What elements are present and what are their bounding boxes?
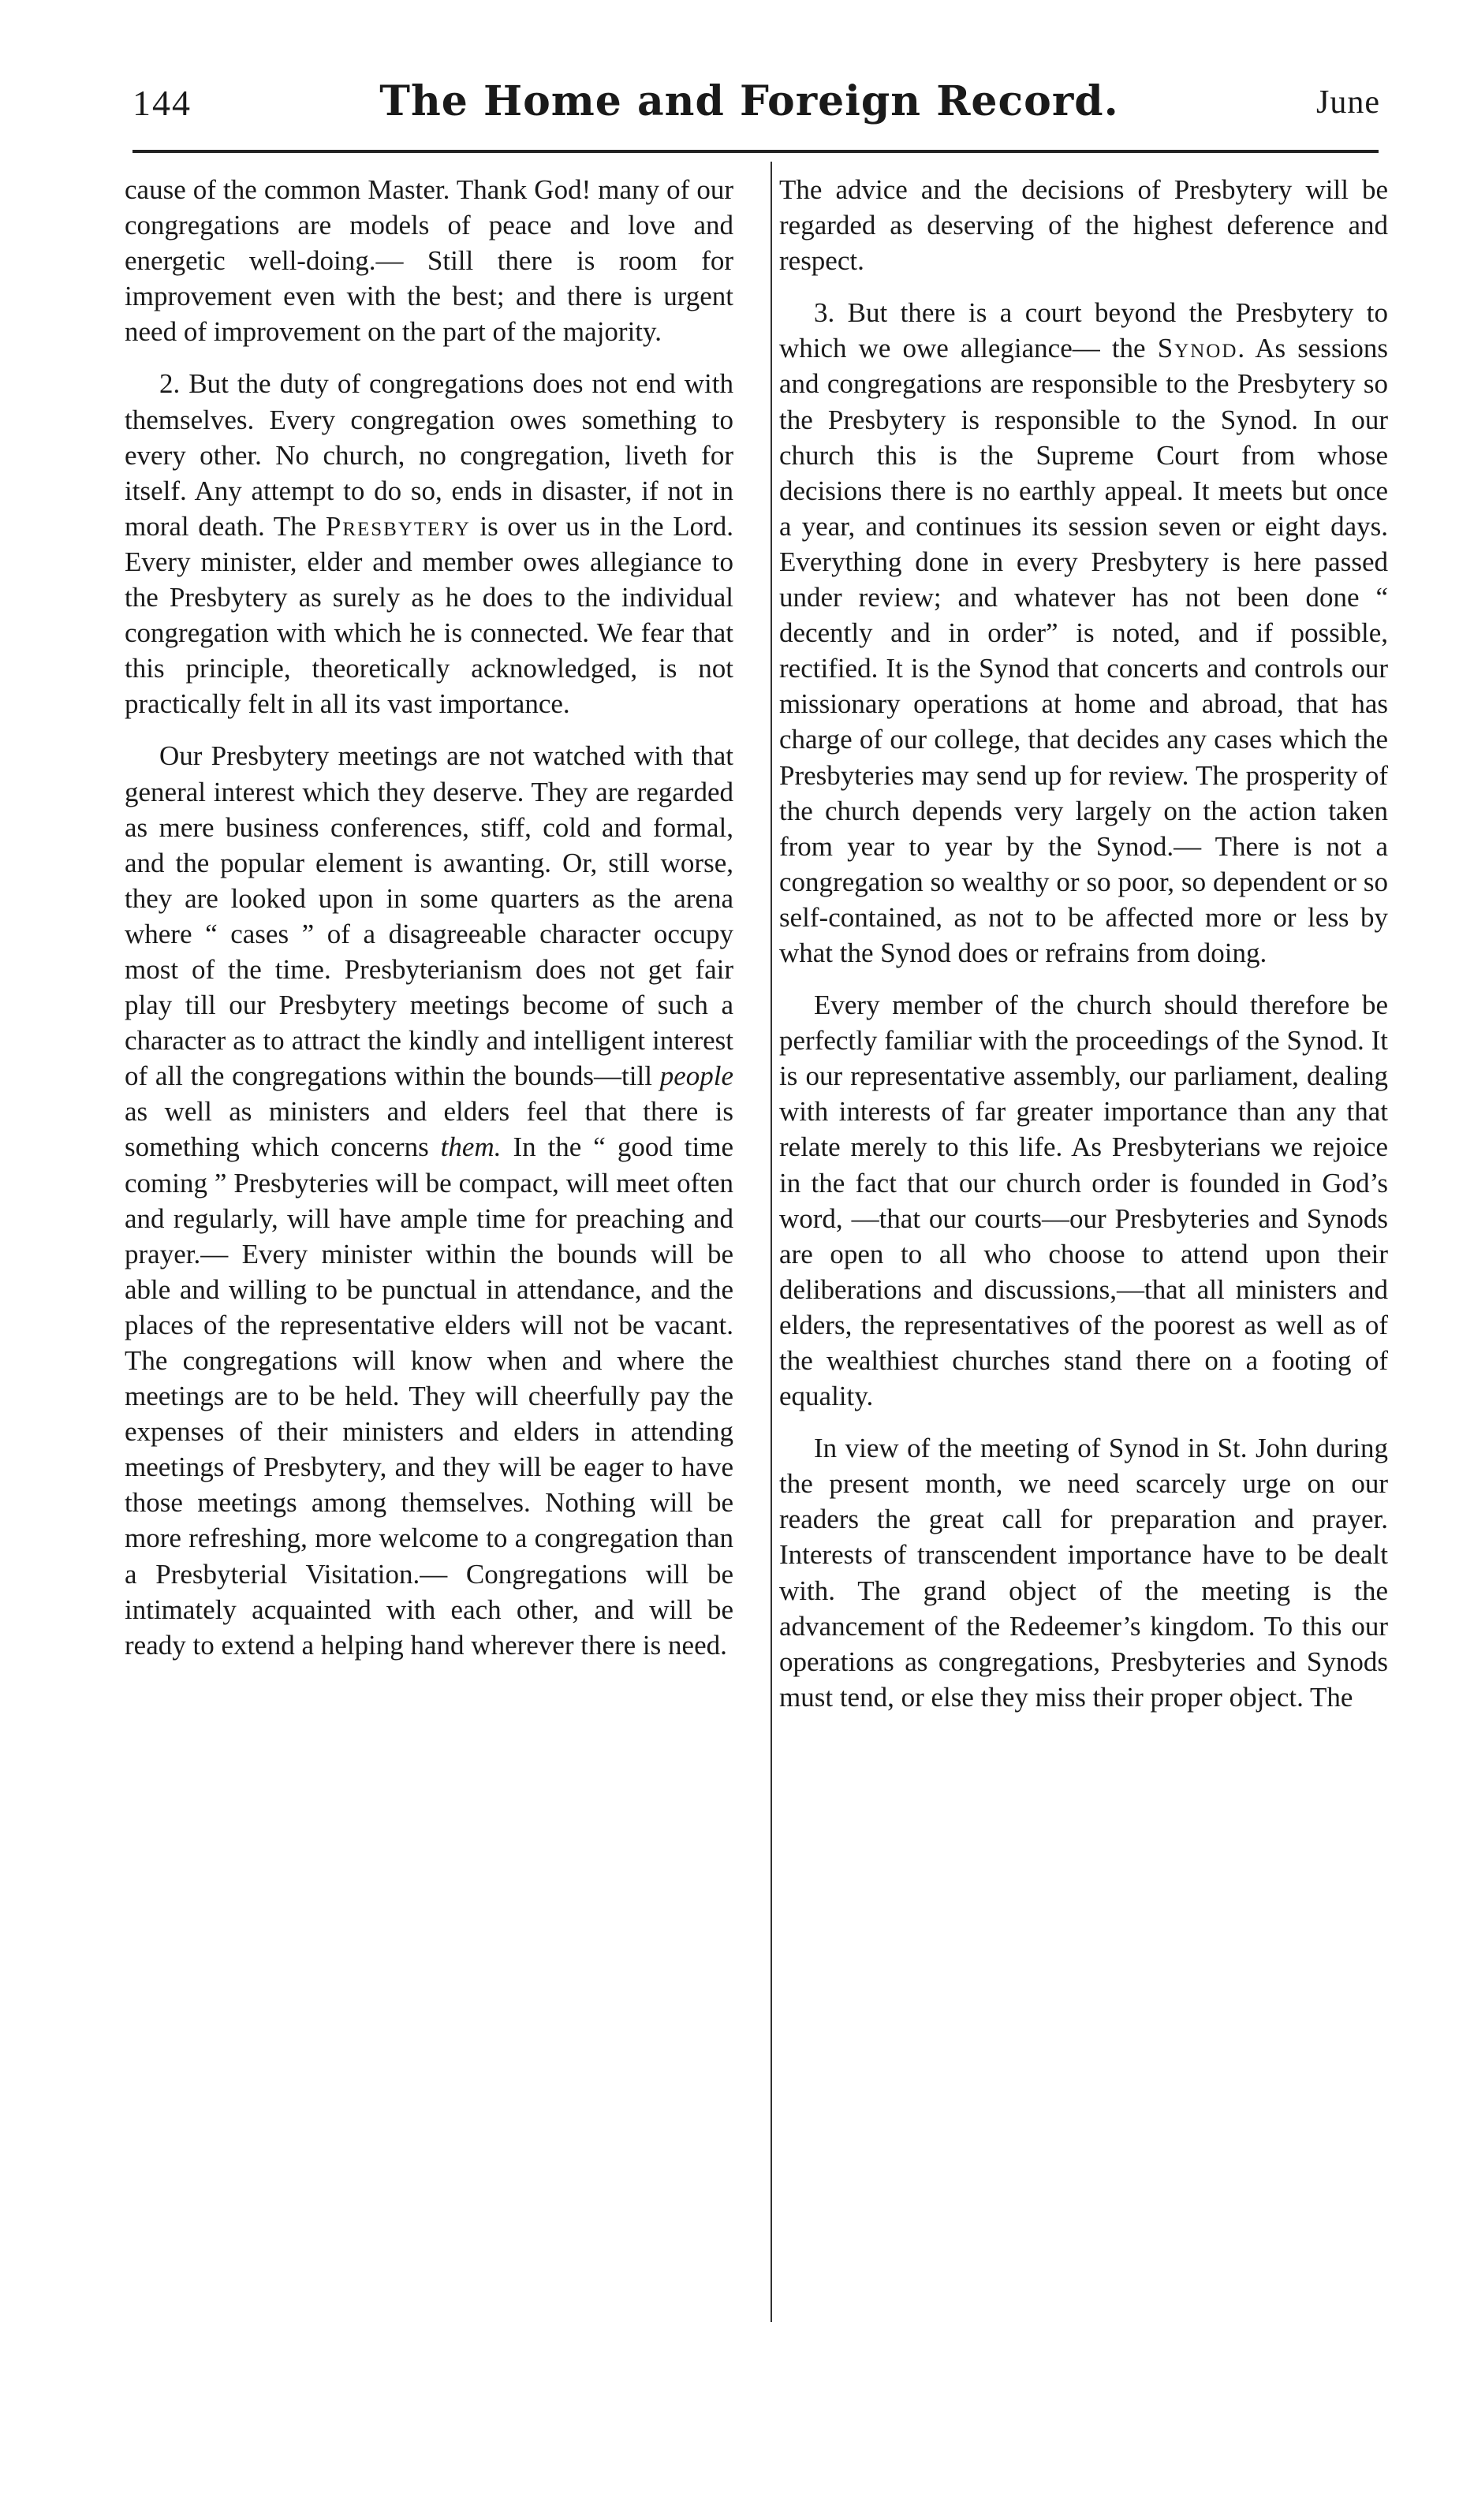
paragraph-text: . As sessions and congregations are responsible to the Presbytery so the Presbytery is responsible to the Synod. In our church this is the Supreme Court from whose decisions there is no earthly appeal. It meets but once a year, and continues its session seven or eight days. Everything done in every Presbytery is here passed under review; and whatever has not been done “ decently and in order” is noted, and if possible, rectified. It is the Synod that concerts and controls our missionary operations at home and abroad, that has charge of our college, that decides any cases which the Presbyteries may send up for review. The prosperity of the church depends very largely on the action taken from year to year by the Synod.— There is not a congregation so wealthy or so poor, so dependent or so self-contained, as not to be affected more or less by what the Synod does or refrains from doing. [779, 333, 1388, 968]
paragraph-text: In the “ good time coming ” Presbyteries will be compact, will meet often and regularly, will have ample time for preaching and prayer.— Every minister within the bounds will be able and willing to be punctual in attendance, and the places of the representative elders will not be vacant. The congregations will know when and where the meetings are to be held. They will cheerfully pay the expenses of their ministers and elders in attending meetings of Presbytery, and they will be eager to have those meetings among themselves. Nothing will be more refreshing, more welcome to a congregation than a Presbyterial Visitation.— Congregations will be intimately acquainted with each other, and will be ready to extend a helping hand wherever there is need. [125, 1131, 733, 1661]
header-rule [132, 150, 1379, 153]
paragraph [779, 295, 1388, 971]
italic-term: them. [440, 1131, 502, 1163]
issue-month: June [1316, 84, 1380, 121]
paragraph-text: In view of the meeting of Synod in St. John during the present month, we need scarcely urge on our readers the great call for preparation and prayer. Interests of transcendent importance have to be dealt with. The grand object of the meeting is the advancement of the Redeemer’s kingdom. To this our operations as congregations, Presbyteries and Synods must tend, or else they miss their proper object. The [779, 1433, 1388, 1713]
journal-title: The Home and Foreign Record. [379, 77, 1119, 125]
paragraph-text: 3. But there is a court beyond the Presbytery to which we owe allegiance— the [779, 297, 1388, 364]
paragraph-text: 2. But the duty of congregations does not end with themselves. Every congregation owes something to every other. No church, no congregation, liveth for itself. Any attempt to do so, ends in disaster, if not in moral death. The [125, 368, 733, 542]
paragraph [779, 172, 1388, 278]
right-column [779, 172, 1388, 1732]
paragraph [125, 172, 733, 349]
column-divider [771, 162, 772, 2322]
small-caps-term: Synod [1157, 333, 1238, 364]
paragraph [125, 366, 733, 721]
paragraph-text: is over us in the Lord. Every minister, elder and member owes allegiance to the Presbytery as surely as he does to the individual congregation with which he is connected. We fear that this principle, theoretically acknowledged, is not practically felt in all its vast importance. [125, 510, 733, 720]
paragraph-text: as well as ministers and elders feel that there is something which concerns [125, 1096, 733, 1163]
paragraph-text: cause of the common Master. Thank God! many of our congregations are models of peace and love and energetic well-doing.— Still there is room for improvement even with the best; and there is urgent need of improvement on the part of the majority. [125, 174, 733, 348]
paragraph [779, 1430, 1388, 1715]
paragraph-text: The advice and the decisions of Presbytery will be regarded as deserving of the highest deference and respect. [779, 174, 1388, 277]
paragraph [125, 738, 733, 1662]
italic-term: people [659, 1061, 733, 1092]
small-caps-term: Presbytery [325, 510, 471, 542]
page-number: 144 [132, 83, 192, 123]
left-column [125, 172, 733, 1679]
paragraph-text: Every member of the church should therefore be perfectly familiar with the proceedings of the Synod. It is our representative assembly, our parliament, dealing with interests of far greater importance than any that relate merely to this life. As Presbyterians we rejoice in the fact that our church order is founded in God’s word, —that our courts—our Presbyteries and Synods are open to all who choose to attend upon their deliberations and discussions,—that all ministers and elders, the representatives of the poorest as well as of the wealthiest churches stand there on a footing of equality. [779, 990, 1388, 1412]
page-header [118, 77, 1380, 140]
paragraph [779, 987, 1388, 1414]
paragraph-text: Our Presbytery meetings are not watched with that general interest which they deserve. They are regarded as mere business conferences, stiff, cold and formal, and the popular element is awanting. Or, still worse, they are looked upon in some quarters as the arena where “ cases ” of a disagreeable character occupy most of the time. Presbyterianism does not get fair play till our Presbytery meetings become of such a character as to attract the kindly and intelligent interest of all the congregations within the bounds—till [125, 740, 733, 1092]
